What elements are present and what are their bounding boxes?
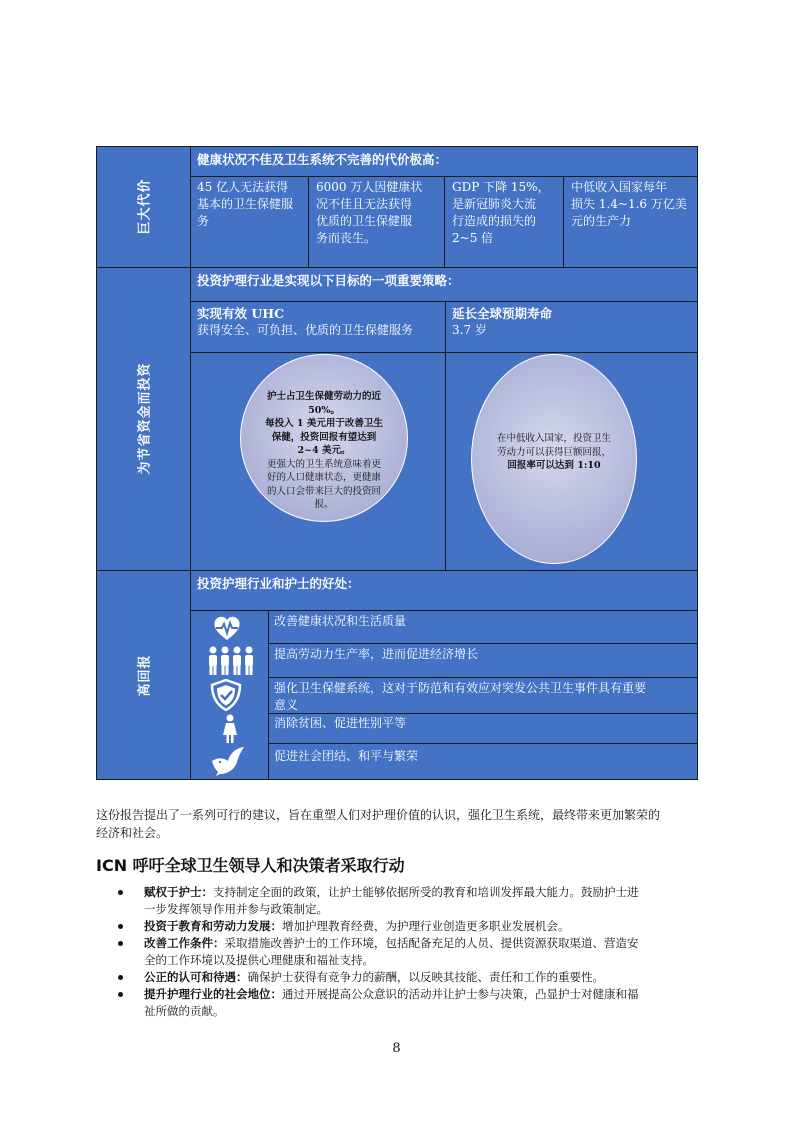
uhc-description: 获得安全、可负担、优质的卫生保健服务 <box>197 323 414 337</box>
grid-line <box>190 146 191 780</box>
side-label-cost: 巨大代价 <box>137 178 153 235</box>
list-item: 公正的认可和待遇：确保护士获得有竞争力的薪酬，以反映其技能、责任和工作的重要性。 <box>116 969 696 986</box>
heart-pulse-icon <box>212 614 242 642</box>
grid-line <box>444 176 445 267</box>
dove-icon <box>210 745 246 777</box>
list-item: 赋权于护士：支持制定全面的政策，让护士能够依据所受的教育和培训发挥最大能力。鼓励护士进 一步发挥领导作用并参与政策制定。 <box>116 884 696 918</box>
uhc-title: 实现有效 UHC <box>197 306 285 321</box>
side-label-return: 高回报 <box>137 653 153 697</box>
list-item: 改善工作条件：采取措施改善护士的工作环境，包括配备充足的人员、提供资源获取渠道、营造安 全的工作环境以及提供心理健康和福祉支持。 <box>116 935 696 969</box>
return-heading: 投资护理行业和护士的好处： <box>197 576 360 591</box>
grid-line <box>268 677 698 678</box>
list-item: 投资于教育和劳动力发展：增加护理教育经费，为护理行业创造更多职业发展机会。 <box>116 918 696 935</box>
cost-cell-2: 6000 万人因健康状 况不佳且无法获得 优质的卫生保健服 务而丧生。 <box>316 180 423 245</box>
bullet-icon <box>118 941 123 946</box>
grid-line <box>190 301 698 302</box>
action-list <box>116 884 696 1020</box>
benefit-text-3: 强化卫生保健系统，这对于防范和有效应对突发公共卫生事件具有重要 意义 <box>274 681 647 712</box>
invest-heading: 投资护理行业是实现以下目标的一项重要策略： <box>197 273 460 288</box>
cost-cell-1: 45 亿人无法获得 基本的卫生保健服 务 <box>197 180 294 228</box>
call-to-action-heading: ICN 呼吁全球卫生领导人和决策者采取行动 <box>96 856 405 875</box>
life-expectancy-title: 延长全球预期寿命 <box>452 306 553 321</box>
page-number: 8 <box>392 1041 401 1056</box>
benefit-text-4: 消除贫困、促进性别平等 <box>274 716 407 730</box>
grid-line <box>190 610 698 611</box>
grid-line <box>268 643 698 644</box>
circle-nurses-roi-text: 护士占卫生保健劳动力的近 50%。 每投入 1 美元用于改善卫生 保健，投资回报有望达到 2~4 美元。 更强大的卫生系统意味着更 好的人口健康状态，更健康 的人口会带来巨大的投资回 报。 <box>265 391 383 510</box>
grid-line <box>268 610 269 780</box>
grid-line <box>308 176 309 267</box>
benefit-text-5: 促进社会团结、和平与繁荣 <box>274 749 419 763</box>
benefit-text-2: 提高劳动力生产率，进而促进经济增长 <box>274 647 479 661</box>
people-group-icon <box>206 646 258 676</box>
cost-heading: 健康状况不佳及卫生系统不完善的代价极高： <box>197 152 448 167</box>
circle-lmic-roi-text: 在中低收入国家，投资卫生 劳动力可以获得巨额回报， 回报率可以达到 1:10 <box>496 433 611 471</box>
shield-check-icon <box>209 679 243 711</box>
bullet-icon <box>118 992 123 997</box>
woman-icon <box>222 714 238 744</box>
side-label-invest: 为节省资金而投资 <box>137 362 153 475</box>
bullet-icon <box>118 890 123 895</box>
cost-cell-4: 中低收入国家每年 损失 1.4~1.6 万亿美 元的生产力 <box>571 180 687 228</box>
grid-line <box>268 743 698 744</box>
grid-line <box>190 352 698 353</box>
benefit-text-1: 改善健康状况和生活质量 <box>274 614 407 628</box>
grid-line <box>445 301 446 570</box>
life-expectancy-value: 3.7 岁 <box>452 323 487 337</box>
grid-line <box>563 176 564 267</box>
cost-cell-3: GDP 下降 15%， 是新冠肺炎大流 行造成的损失的 2~5 倍 <box>452 180 550 245</box>
summary-paragraph: 这份报告提出了一系列可行的建议，旨在重塑人们对护理价值的认识，强化卫生系统，最终带来更加繁荣的 经济和社会。 <box>96 808 661 840</box>
bullet-icon <box>118 924 123 929</box>
list-item: 提升护理行业的社会地位：通过开展提高公众意识的活动并让护士参与决策，凸显护士对健康和福 祉所做的贡献。 <box>116 986 696 1020</box>
bullet-icon <box>118 975 123 980</box>
